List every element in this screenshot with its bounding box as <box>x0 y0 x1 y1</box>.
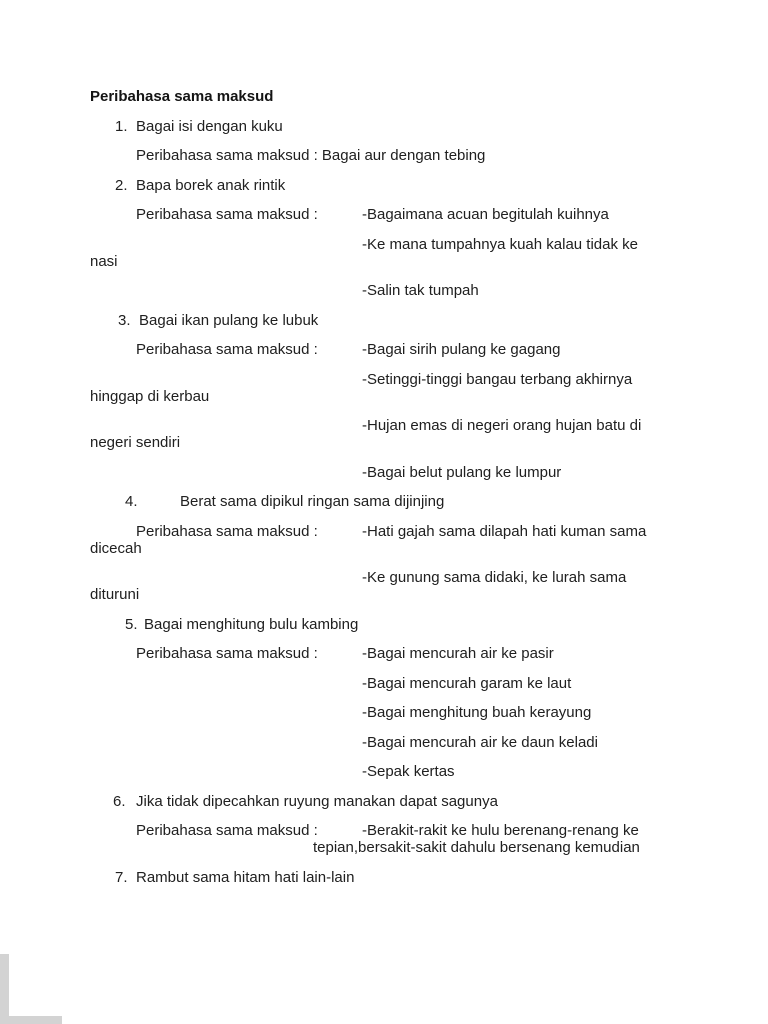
answer-line: -Setinggi-tinggi bangau terbang akhirnya <box>362 370 633 388</box>
answer-wrap-line: hinggap di kerbau <box>90 387 210 405</box>
document-title: Peribahasa sama maksud <box>90 88 274 105</box>
item-heading: Bagai ikan pulang ke lubuk <box>139 311 319 329</box>
item-number: 1. <box>115 117 128 135</box>
item-number: 7. <box>115 868 128 886</box>
answer-line: -Salin tak tumpah <box>362 282 479 299</box>
answer-line: -Ke mana tumpahnya kuah kalau tidak ke <box>362 235 638 253</box>
list-item-1 <box>0 118 768 135</box>
answer-line: -Bagai mencurah garam ke laut <box>362 674 572 692</box>
answer-text: -Berakit-rakit ke hulu berenang-renang ke <box>362 822 639 839</box>
answer-wrap-line: dituruni <box>90 586 140 603</box>
answer-line: -Bagai menghitung buah kerayung <box>362 704 592 721</box>
list-item-2 <box>0 177 768 194</box>
maksud-label: Peribahasa sama maksud : <box>136 206 318 223</box>
item-heading: Jika tidak dipecahkan ruyung manakan dapat sagunya <box>136 792 498 810</box>
list-item-6 <box>0 793 768 810</box>
answer-text: -Bagai sirih pulang ke gagang <box>362 341 561 358</box>
answer-line: -Sepak kertas <box>362 763 455 780</box>
answer-line: -Ke gunung sama didaki, ke lurah sama <box>362 569 627 586</box>
item-heading: Bapa borek anak rintik <box>136 176 286 194</box>
answer-text: -Hati gajah sama dilapah hati kuman sama <box>362 522 647 540</box>
viewer-corner-artifact-horizontal <box>0 1016 62 1024</box>
answer-line: -Hujan emas di negeri orang hujan batu di <box>362 417 642 434</box>
viewer-corner-artifact-vertical <box>0 954 9 1024</box>
answer-wrap-line: dicecah <box>90 539 142 557</box>
item-number: 4. <box>125 493 138 510</box>
item-heading: Bagai menghitung bulu kambing <box>144 615 359 633</box>
maksud-label: Peribahasa sama maksud : <box>136 645 318 662</box>
item-heading: Rambut sama hitam hati lain-lain <box>136 868 355 886</box>
list-item-4 <box>0 493 768 510</box>
item-number: 2. <box>115 176 128 194</box>
list-item-5 <box>0 616 768 633</box>
answer-wrap-line: negeri sendiri <box>90 434 181 451</box>
maksud-row <box>0 523 768 540</box>
answer-line: -Bagai belut pulang ke lumpur <box>362 463 562 481</box>
maksud-row <box>0 822 768 839</box>
maksud-label: Peribahasa sama maksud : <box>136 522 318 540</box>
list-item-3 <box>0 312 768 329</box>
list-item-7 <box>0 869 768 886</box>
answer-line: -Bagai mencurah air ke daun keladi <box>362 733 598 751</box>
maksud-row <box>0 341 768 358</box>
item-number: 5. <box>125 615 138 633</box>
maksud-row <box>0 645 768 662</box>
item-number: 3. <box>118 311 131 329</box>
answer-text: -Bagaimana acuan begitulah kuihnya <box>362 206 609 223</box>
item-heading: Bagai isi dengan kuku <box>136 117 283 135</box>
item-heading: Berat sama dipikul ringan sama dijinjing <box>180 493 445 510</box>
maksud-label: Peribahasa sama maksud : <box>136 822 318 839</box>
item-number: 6. <box>113 792 126 810</box>
maksud-inline-line: Peribahasa sama maksud : Bagai aur dengan tebing <box>136 147 486 164</box>
maksud-label: Peribahasa sama maksud : <box>136 341 318 358</box>
answer-text: -Bagai mencurah air ke pasir <box>362 645 554 662</box>
answer-wrap-line: nasi <box>90 252 118 270</box>
maksud-row <box>0 206 768 223</box>
answer-wrap-line: tepian,bersakit-sakit dahulu bersenang kemudian <box>313 839 640 856</box>
